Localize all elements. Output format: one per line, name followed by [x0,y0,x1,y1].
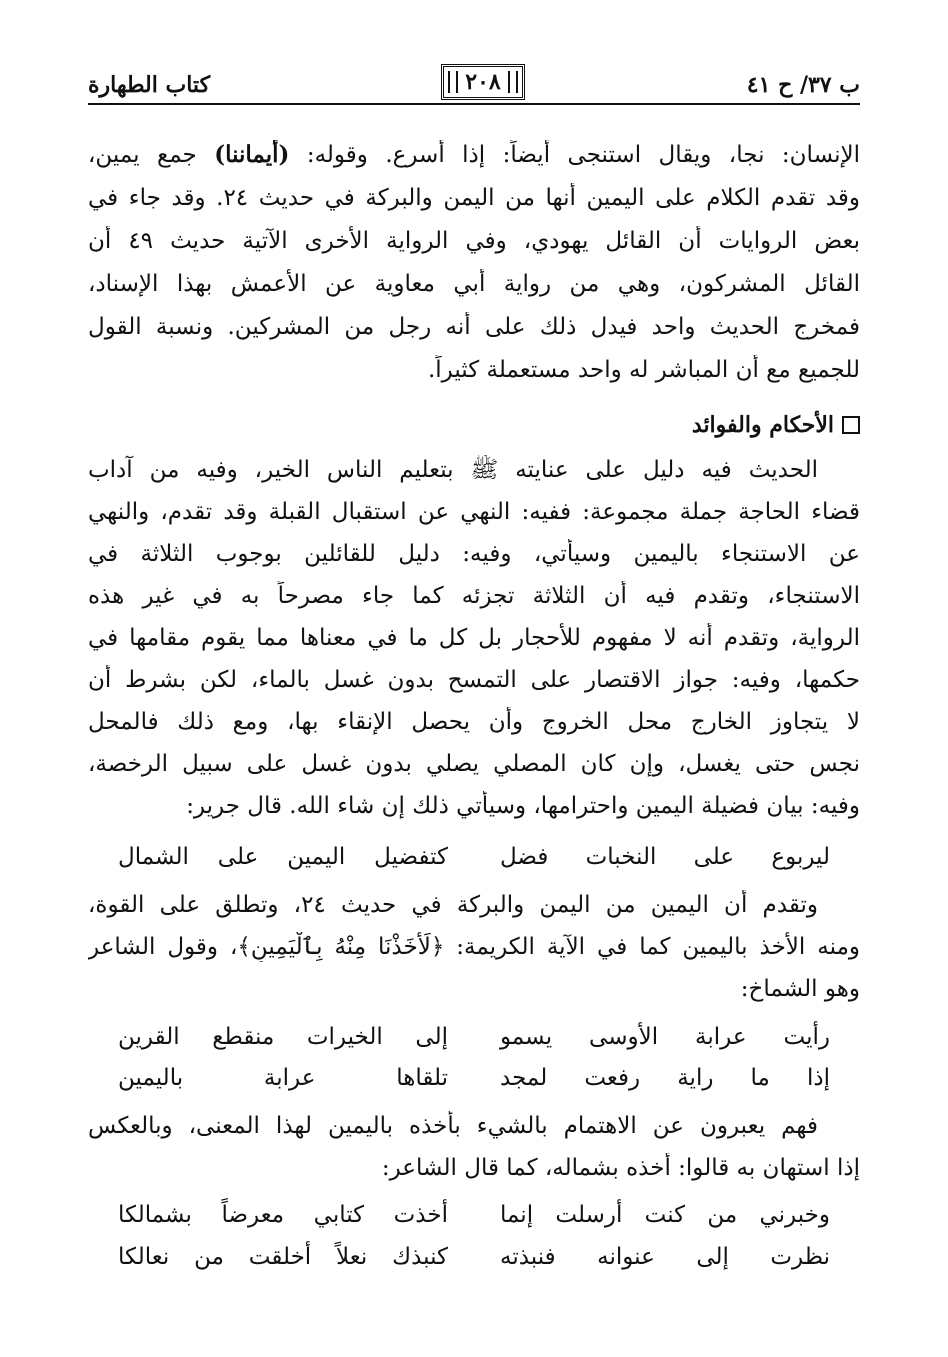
verse-first-hemistich: إذا ما راية رفعت لمجد [500,1065,830,1091]
header-divider [88,103,860,105]
text-line: القائل المشركون، وهي من رواية أبي معاوية عن الأعمش بهذا الإسناد، [88,271,860,297]
text-line: فمخرج الحديث واحد فيدل ذلك على أنه رجل من المشركين. ونسبة القول [88,314,860,340]
square-bullet-icon [842,416,860,434]
text-line: لا يتجاوز الخارج محل الخروج وأن يحصل الإنقاء بها، ومع ذلك فالمحل [88,709,860,735]
text-line: وقد تقدم الكلام على اليمين أنها من اليمن والبركة في حديث ٢٤. وقد جاء في [88,185,860,211]
text-line [88,140,860,170]
verse-second-hemistich: أخذت كتابي معرضاً بشمالكا [118,1202,448,1228]
section-heading [692,412,860,438]
page-header [88,62,860,106]
text-segment: الإنسان: نجا، ويقال استنجى أيضاً: إذا أسرع. وقوله: [289,142,860,168]
text-line: الرواية، وتقدم أنه لا مفهوم للأحجار بل كل ما في معناها مما يقوم مقامها في [88,625,860,651]
text-line: وفيه: بيان فضيلة اليمين واحترامها، وسيأتي ذلك إن شاء الله. قال جرير: [186,793,860,819]
quoted-term: (أيماننا) [214,141,290,168]
text-line: فهم يعبرون عن الاهتمام بالشيء بأخذه باليمين لهذا المعنى، وبالعكس [88,1113,818,1139]
verse-line [118,1242,830,1272]
verse-first-hemistich: وخبرني من كنت أرسلت إنما [500,1202,830,1228]
chapter-reference: ب ٣٧/ ح ٤١ [746,72,860,98]
text-line: الاستنجاء، وتقدم فيه أن الثلاثة تجزئه كما جاء مصرحاً به في غير هذه [88,583,860,609]
verse-line [118,1200,830,1230]
verse-second-hemistich: تلقاها عرابة باليمين [118,1065,448,1091]
text-line: بعض الروايات أن القائل يهودي، وفي الرواية الأخرى الآتية حديث ٤٩ أن [88,228,860,254]
text-line: حكمها، وفيه: جواز الاقتصار على التمسح بدون غسل بالماء، لكن بشرط أن [88,667,860,693]
verse-line [118,1063,830,1093]
verse-line [118,1022,830,1052]
text-line: عن الاستنجاء باليمين وسيأتي، وفيه: دليل للقائلين بوجوب الثلاثة في [88,541,860,567]
text-line: وتقدم أن اليمين من اليمن والبركة في حديث ٢٤، وتطلق على القوة، [88,892,818,918]
verse-first-hemistich: رأيت عرابة الأوسى يسمو [500,1024,830,1050]
section-title: الأحكام والفوائد [691,412,834,438]
verse-second-hemistich: كنبذك نعلاً أخلقت من نعالكا [118,1244,448,1270]
text-line: نجس حتى يغسل، وإن كان المصلي يصلي بدون غسل على سبيل الرخصة، [88,751,860,777]
verse-second-hemistich: إلى الخيرات منقطع القرين [118,1024,448,1050]
verse-first-hemistich: ليربوع على النخبات فضل [500,844,830,870]
verse-first-hemistich: نظرت إلى عنوانه فنبذته [500,1244,830,1270]
text-line: قضاء الحاجة جملة مجموعة: ففيه: النهي عن استقبال القبلة وقد تقدم، والنهي [88,499,860,525]
verse-second-hemistich: كتفضيل اليمين على الشمال [118,844,448,870]
page-number: ٢٠٨ [441,64,525,100]
text-line: الحديث فيه دليل على عنايته ﷺ بتعليم الناس الخير، وفيه من آداب [88,457,818,483]
text-segment: جمع يمين، [88,142,215,168]
verse-line [118,842,830,872]
book-title: كتاب الطهارة [88,72,211,98]
text-line: وهو الشماخ: [740,976,860,1002]
text-line: ومنه الأخذ باليمين كما في الآية الكريمة: ﴿لَأَخَذْنَا مِنْهُ بِٱلْيَمِينِ﴾، وقول الشاعر [88,934,860,960]
text-line: للجميع مع أن المباشر له واحد مستعملة كثيراً. [427,357,860,383]
text-line: إذا استهان به قالوا: أخذه بشماله، كما قال الشاعر: [381,1155,860,1181]
